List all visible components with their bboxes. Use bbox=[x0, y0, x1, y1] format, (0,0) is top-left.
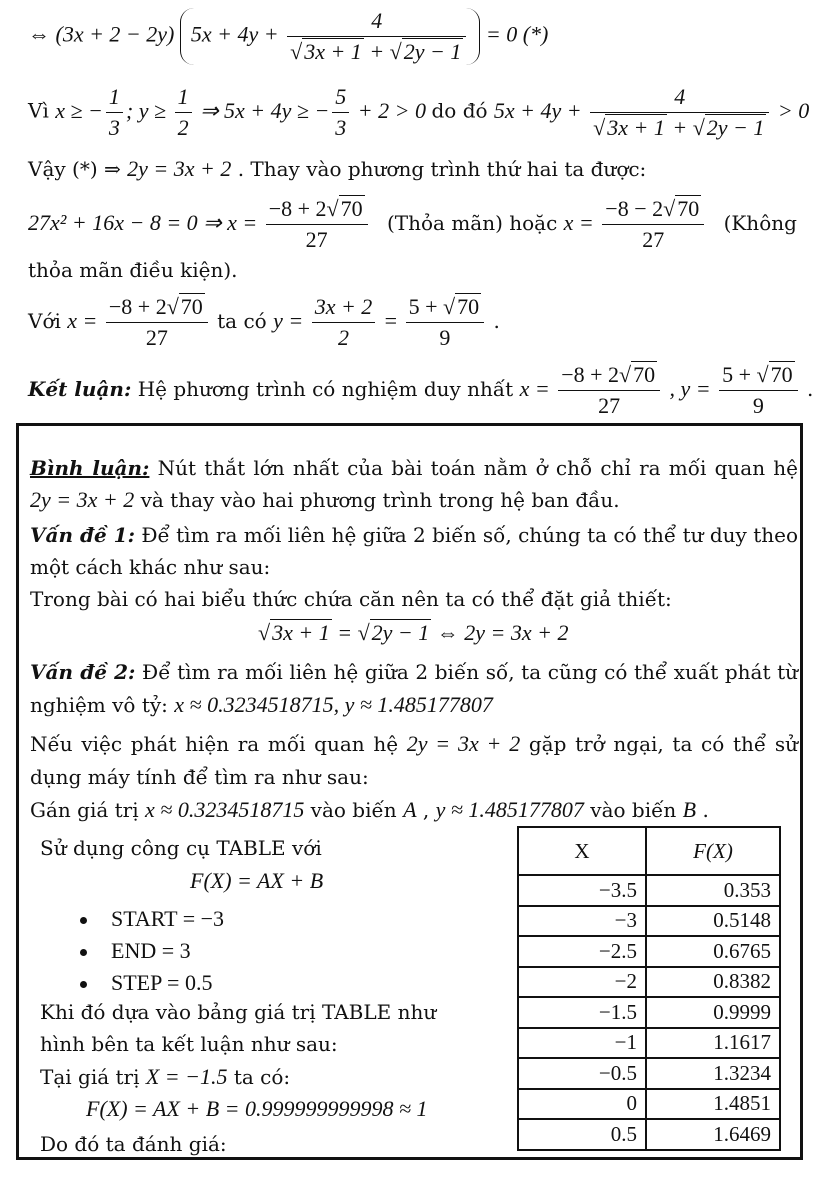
issue-2-label: Vấn đề 2: bbox=[30, 660, 136, 684]
final-x: $\frac{-8 + 2√70}{27}$ bbox=[558, 362, 660, 419]
table-row: −1 1.1617 bbox=[518, 1028, 780, 1059]
factor-two-start: 5x + 4y + bbox=[190, 21, 285, 47]
issue-1-label: Vấn đề 1: bbox=[30, 523, 135, 547]
table-row: −2.5 0.6765 bbox=[518, 936, 780, 967]
commentary-line-1: Bình luận: Nút thắt lớn nhất của bài toán nằm ở chỗ chỉ ra mối quan hệ bbox=[30, 456, 799, 480]
table-row: −2 0.8382 bbox=[518, 967, 780, 998]
vi-word: Vì bbox=[28, 98, 56, 123]
bullet-step: STEP = 0.5 bbox=[80, 970, 212, 996]
issue-2-calculator: Nếu việc phát hiện ra mối quan hệ 2y = 3x + 2 gặp trở ngại, ta có thể sử bbox=[30, 731, 798, 756]
equation-line-1 bbox=[28, 8, 548, 65]
root-two: $\frac{-8 - 2√70}{27}$ bbox=[602, 196, 704, 253]
table-header-row bbox=[518, 827, 780, 875]
header-x: X bbox=[518, 827, 646, 875]
final-y: $\frac{5 + √70}{9}$ bbox=[719, 362, 798, 419]
table-tool-line: Sử dụng công cụ TABLE với bbox=[40, 836, 322, 860]
conclusion-label: Kết luận: bbox=[28, 377, 132, 401]
quadratic-equation: 27x² + 16x − 8 = 0 ⇒ x = bbox=[28, 210, 263, 235]
do-do-phrase: do đó bbox=[431, 98, 494, 123]
table-row: 0.5 1.6469 bbox=[518, 1119, 780, 1150]
x-value: $\frac{-8 + 2√70}{27}$ bbox=[106, 294, 208, 351]
reject-text-cont: thỏa mãn điều kiện). bbox=[28, 258, 238, 282]
table-row: −3.5 0.353 bbox=[518, 875, 780, 906]
factor-one: (3x + 2 − 2y) bbox=[55, 21, 175, 47]
fraction-numerator: 4 bbox=[287, 8, 466, 37]
issue-1-cont: một cách khác như sau: bbox=[30, 555, 271, 579]
value-table bbox=[517, 826, 781, 1151]
positivity-math: 5x + 4y + $\frac{4}{√3x + 1 + √2y - 1}$ > 0 bbox=[493, 84, 810, 140]
final-conclusion: Kết luận: Hệ phương trình có nghiệm duy nhất x = $\frac{-8 + 2√70}{27}$ , y = $\frac{5 + √70}{9}$ . bbox=[28, 362, 813, 418]
y-value: $\frac{5 + √70}{9}$ bbox=[406, 294, 485, 351]
issue-1-hypothesis: Trong bài có hai biểu thức chứa căn nên ta có thể đặt giả thiết: bbox=[30, 587, 672, 611]
reject-text: (Không bbox=[723, 211, 797, 235]
equivalence-symbol: ⇔ bbox=[28, 21, 50, 47]
fraction bbox=[287, 8, 466, 65]
table-row: 0 1.4851 bbox=[518, 1089, 780, 1120]
table-conclusion-2: hình bên ta kết luận như sau: bbox=[40, 1032, 338, 1056]
value-at-line: Tại giá trị X = −1.5 ta có: bbox=[40, 1064, 291, 1089]
factor-two bbox=[180, 8, 480, 65]
root-one: $\frac{-8 + 2√70}{27}$ bbox=[266, 196, 368, 253]
bullet-end: END = 3 bbox=[80, 938, 191, 964]
issue-1-line: Vấn đề 1: Để tìm ra mối liên hệ giữa 2 biến số, chúng ta có thể tư duy theo bbox=[30, 523, 799, 547]
table-conclusion-1: Khi đó dựa vào bảng giá trị TABLE như bbox=[40, 1000, 437, 1024]
condition-math: x ≥ − $\frac{1}{3}$ ; y ≥ $\frac{1}{2}$ ⇒ 5x + 4y ≥ − $\frac{5}{3}$ + 2 > 0 bbox=[55, 84, 426, 140]
accept-text: (Thỏa mãn) hoặc bbox=[386, 211, 564, 235]
commentary-line-2: 2y = 3x + 2 và thay vào hai phương trình trong hệ ban đầu. bbox=[30, 487, 620, 512]
header-fx: F(X) bbox=[646, 827, 780, 875]
issue-2-cont: dụng máy tính để tìm ra như sau: bbox=[30, 765, 369, 789]
table-row: −0.5 1.3234 bbox=[518, 1058, 780, 1089]
table-function: F(X) = AX + B bbox=[190, 868, 324, 893]
substitution-line: Với x = $\frac{-8 + 2√70}{27}$ ta có y = $\frac{3x + 2}{2}$ = $\frac{5 + √70}{9}$ . bbox=[28, 294, 500, 350]
issue-2-roots: nghiệm vô tỷ: x ≈ 0.3234518715, y ≈ 1.485177807 bbox=[30, 692, 493, 717]
equation-tail: = 0 (*) bbox=[485, 21, 549, 47]
issue-1-equation: √3x + 1 = √2y − 1 ⇔ 2y = 3x + 2 bbox=[258, 620, 569, 645]
relation-math: 2y = 3x + 2 bbox=[127, 156, 232, 181]
issue-2-line: Vấn đề 2: Để tìm ra mối liên hệ giữa 2 biến số, ta cũng có thể xuất phát từ bbox=[30, 660, 798, 684]
quadratic-line: 27x² + 16x − 8 = 0 ⇒ x = $\frac{-8 + 2√70}{27}$ (Thỏa mãn) hoặc x = $\frac{-8 - 2√70}{27}$ (Không bbox=[28, 196, 797, 252]
condition-line bbox=[28, 84, 809, 141]
bullet-start: START = −3 bbox=[80, 906, 224, 932]
fraction-denominator: √3x + 1 + √2y − 1 bbox=[290, 39, 462, 64]
function-value: F(X) = AX + B = 0.999999999998 ≈ 1 bbox=[86, 1096, 428, 1121]
y-expression: $\frac{3x + 2}{2}$ bbox=[312, 294, 376, 351]
table-row: −3 0.5148 bbox=[518, 906, 780, 937]
assign-line: Gán giá trị x ≈ 0.3234518715 vào biến A , y ≈ 1.485177807 vào biến B . bbox=[30, 797, 709, 822]
table-row: −1.5 0.9999 bbox=[518, 997, 780, 1028]
evaluation-line: Do đó ta đánh giá: bbox=[40, 1132, 227, 1156]
conclusion-line-1: Vậy (*) ⇒ 2y = 3x + 2 . Thay vào phương trình thứ hai ta được: bbox=[28, 156, 647, 181]
commentary-label: Bình luận: bbox=[30, 456, 150, 480]
